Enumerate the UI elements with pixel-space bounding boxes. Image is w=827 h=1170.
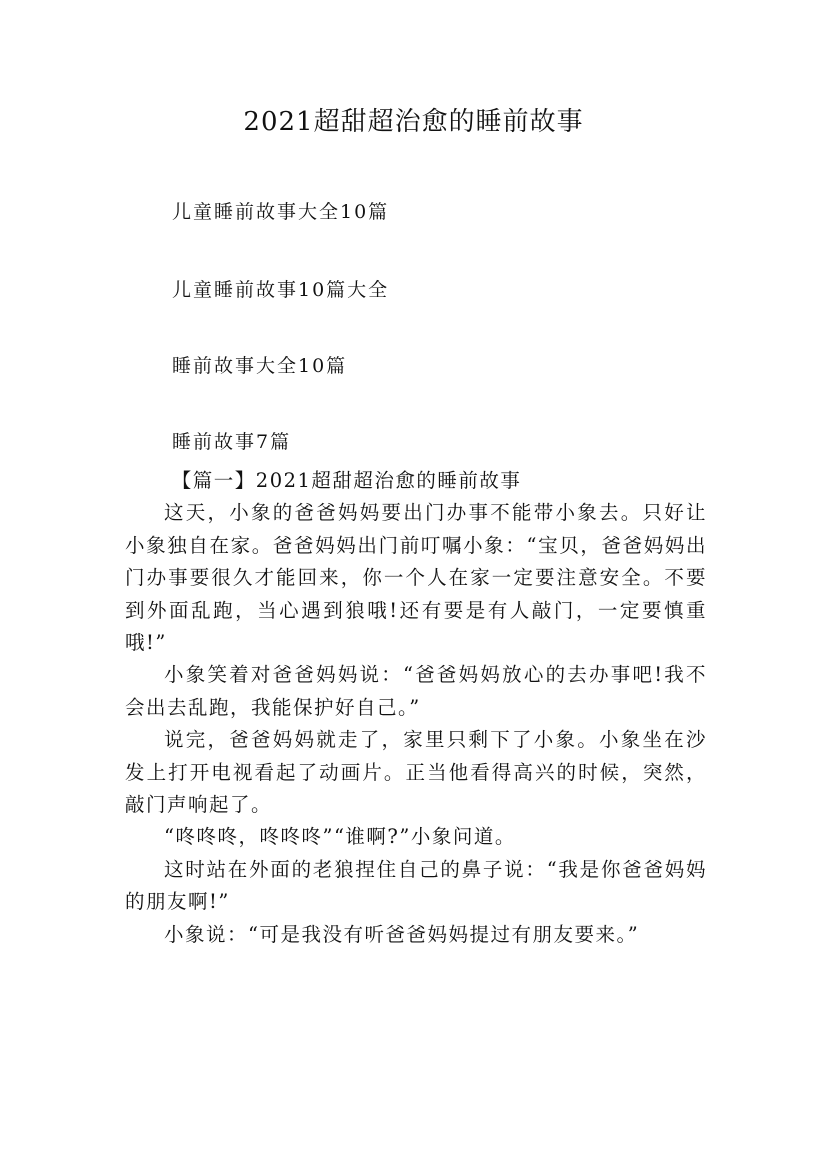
story-body — [125, 465, 707, 951]
toc-item: 睡前故事大全10篇 — [172, 355, 348, 377]
story-paragraph: 小象说：“可是我没有听爸爸妈妈提过有朋友要来。” — [164, 922, 640, 946]
story-paragraph: “咚咚咚，咚咚咚”“谁啊?”小象问道。 — [164, 825, 516, 849]
story-paragraph: 小象笑着对爸爸妈妈说：“爸爸妈妈放心的去办事吧!我不会出去乱跑，我能保护好自己。” — [125, 663, 707, 719]
story-paragraph: 这时站在外面的老狼捏住自己的鼻子说：“我是你爸爸妈妈的朋友啊!” — [125, 857, 707, 914]
story-paragraph: 这天，小象的爸爸妈妈要出门办事不能带小象去。只好让小象独自在家。爸爸妈妈出门前叮嘱小象：“宝贝，爸爸妈妈出门办事要很久才能回来，你一个人在家一定要注意安全。不要到外面乱跑，当心遇到狼哦!还有要是有人敲门，一定要慎重哦!” — [125, 501, 707, 655]
document-title: 2021超甜超治愈的睡前故事 — [243, 107, 584, 137]
toc-item: 儿童睡前故事10篇大全 — [172, 279, 390, 301]
toc-item: 儿童睡前故事大全10篇 — [172, 201, 390, 223]
toc-item: 睡前故事7篇 — [172, 431, 292, 453]
section-heading: 【篇一】2021超甜超治愈的睡前故事 — [171, 469, 522, 492]
story-paragraph: 说完，爸爸妈妈就走了，家里只剩下了小象。小象坐在沙发上打开电视看起了动画片。正当他看得高兴的时候，突然，敲门声响起了。 — [125, 728, 707, 817]
